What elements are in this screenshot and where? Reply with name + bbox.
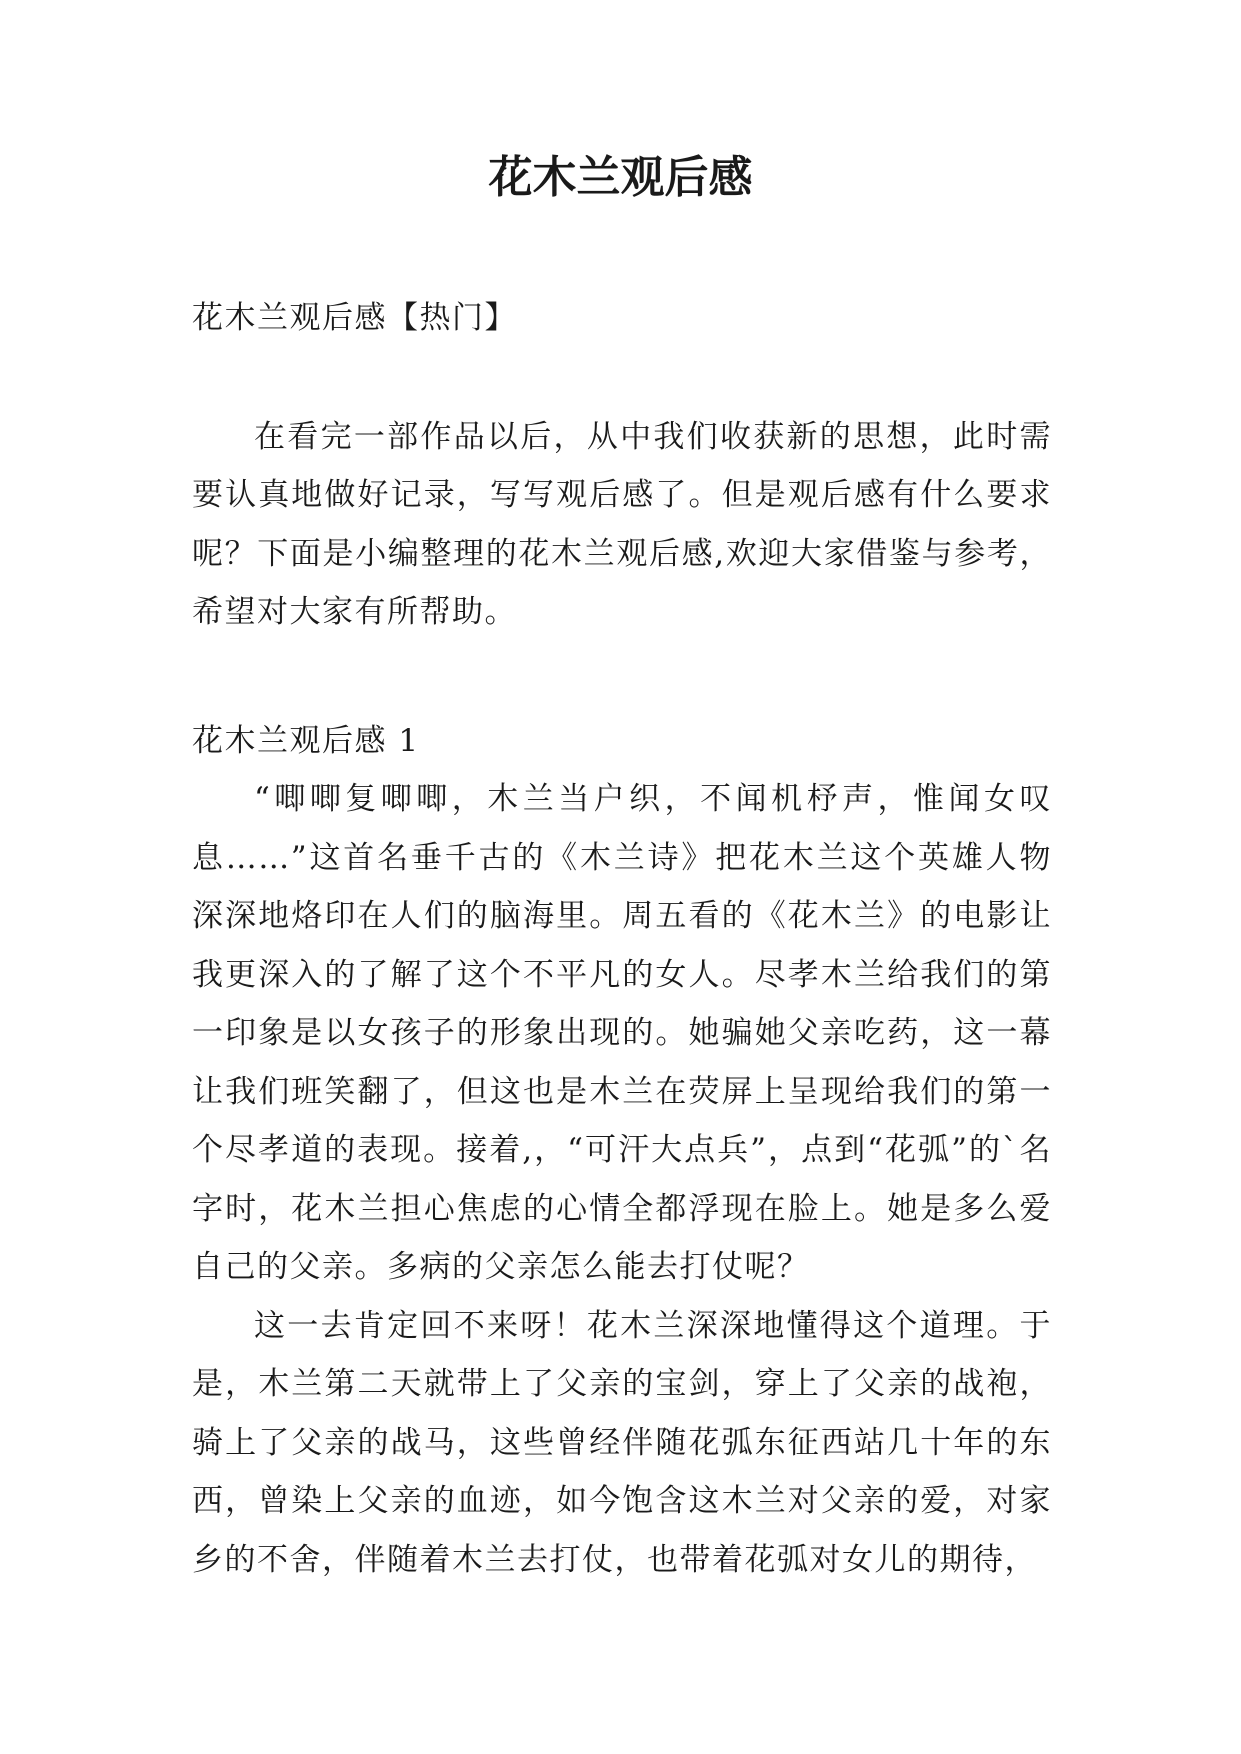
intro-paragraph: 在看完一部作品以后，从中我们收获新的思想，此时需要认真地做好记录，写写观后感了。但是观后感有什么要求呢？下面是小编整理的花木兰观后感,欢迎大家借鉴与参考，希望对大家有所帮助。 (192, 418, 1052, 630)
section-heading: 花木兰观后感 1 (192, 722, 420, 759)
document-subtitle: 花木兰观后感【热门】 (192, 300, 517, 336)
spacer (192, 348, 1052, 408)
spacer (192, 642, 1052, 712)
body-paragraph: “唧唧复唧唧，木兰当户织，不闻机杼声，惟闻女叹息……”这首名垂千古的《木兰诗》把花木兰这个英雄人物深深地烙印在人们的脑海里。周五看的《花木兰》的电影让我更深入的了解了这个不平凡的女人。尽孝木兰给我们的第一印象是以女孩子的形象出现的。她骗她父亲吃药，这一幕让我们班笑翻了，但这也是木兰在荧屏上呈现给我们的第一个尽孝道的表现。接着,，“可汗大点兵”，点到“花弧”的`名字时，花木兰担心焦虑的心情全都浮现在脸上。她是多么爱自己的父亲。多病的父亲怎么能去打仗呢？ (192, 781, 1052, 1285)
body-paragraph: 这一去肯定回不来呀！花木兰深深地懂得这个道理。于是，木兰第二天就带上了父亲的宝剑，穿上了父亲的战袍，骑上了父亲的战马，这些曾经伴随花弧东征西站几十年的东西，曾染上父亲的血迹，如今饱含这木兰对父亲的爱，对家乡的不舍，伴随着木兰去打仗，也带着花弧对女儿的期待， (192, 1307, 1052, 1578)
document-body (192, 289, 1052, 1589)
document-title: 花木兰观后感 (488, 152, 753, 203)
